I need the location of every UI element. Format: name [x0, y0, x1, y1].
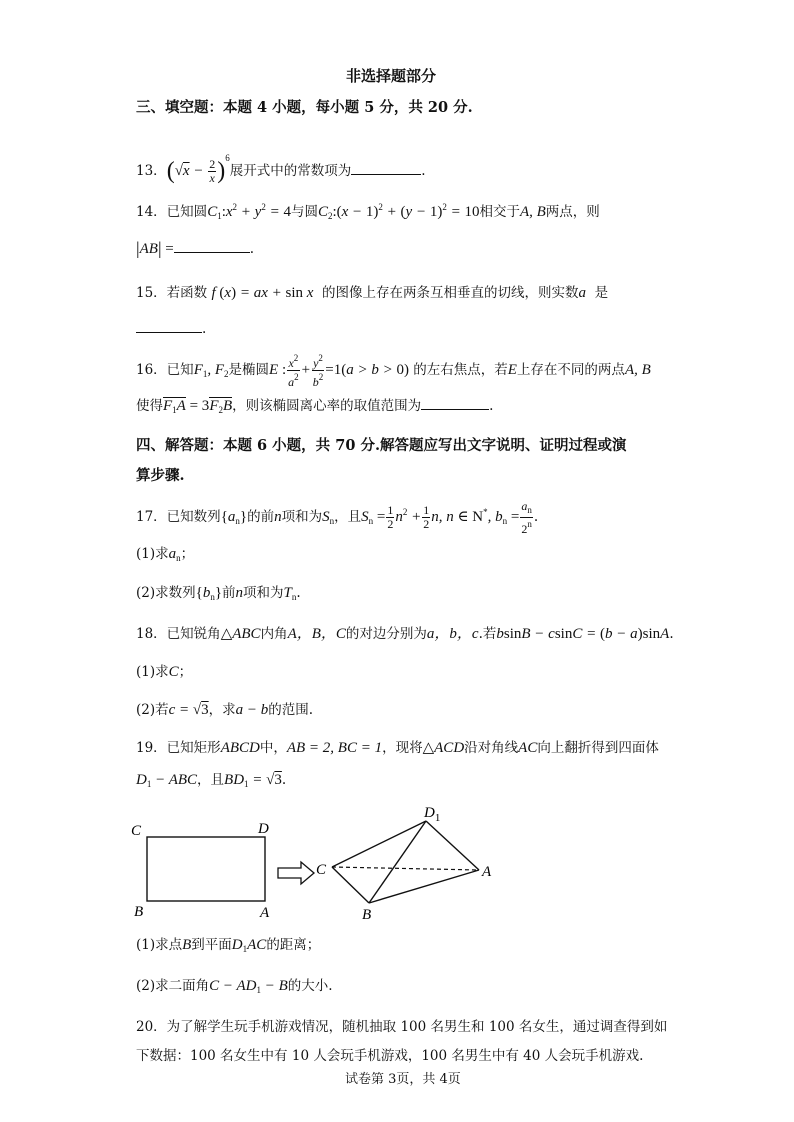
page-footer: 试卷第 3页，共 4页 — [345, 1072, 461, 1087]
q15-answer-blank[interactable] — [136, 318, 202, 333]
page-title: 非选择题部分 — [346, 67, 437, 85]
rect-label-a: A — [260, 905, 270, 921]
geometry-figure — [126, 795, 506, 930]
question-18: 18．已知锐角△ABC内角A，B，C的对边分别为a，b，c.若bsinB − csinC = (b − a)sinA. — [136, 626, 674, 642]
question-13: 13．(√x − $\frac{2}{x}$ )$^6$展开式中的常数项为 . — [136, 153, 426, 186]
question-14: 14．已知圆$C_1:x^2 + y^2 = 4$与圆$C_2:(x - 1)^2 + (y - 1)^2 = 10$相交于A, B两点，则 — [136, 202, 600, 221]
question-19-line2: $D_1$ − ABC，且$BD_1 = √3$. — [136, 772, 287, 789]
q13-answer-blank[interactable] — [351, 160, 421, 175]
rectangle-abcd — [147, 837, 265, 901]
tetra-label-d1: $D_1$ — [424, 805, 441, 824]
tetra-label-a: A — [482, 864, 492, 880]
question-19-part2: (2)求二面角$C - AD_1 - B$的大小. — [136, 978, 333, 995]
question-17-part2: (2)求数列$\{b_n\}$前n项和为$T_n$. — [136, 585, 301, 602]
q13-exponent: 6 — [225, 153, 230, 163]
question-19: 19．已知矩形ABCD中，AB = 2, BC = 1，现将△ACD沿对角线AC向上翻折得到四面体 — [136, 740, 659, 756]
fold-arrow-icon — [278, 862, 314, 884]
question-15-line2: . — [136, 318, 206, 339]
question-14-line2: |AB| = . — [136, 238, 255, 258]
question-17-part1: (1)求$a_n$； — [136, 546, 195, 563]
section-heading-solutions: 四、解答题：本题 6 小题，共 70 分.解答题应写出文字说明、证明过程或演 — [136, 437, 627, 454]
question-18-part1: (1)求C； — [136, 664, 193, 680]
rect-label-c: C — [131, 823, 142, 839]
question-18-part2: (2)若c = √3，求a − b的范围. — [136, 702, 314, 718]
tetra-label-c: C — [316, 862, 327, 878]
q13-number: 13． — [136, 163, 167, 179]
tetra-label-b: B — [362, 907, 372, 923]
question-17: 17．已知数列$\{a_n\}$的前n项和为$S_n$，且$S_n$ = $\frac{1}{2}$ $n^2$ + $\frac{1}{2}$ n, n ∈ N*, $b_n$ = $\frac{a_n}{2^n}$ . — [136, 498, 539, 536]
question-15: 15．若函数 f (x) = ax + sin x 的图像上存在两条互相垂直的切线，则实数a 是 — [136, 285, 609, 301]
section-heading-solutions-line2: 算步骤. — [136, 467, 185, 484]
question-16-line2: 使得$F_1A = 3F_2B$，则该椭圆离心率的取值范围为 . — [136, 395, 493, 420]
rect-label-b: B — [134, 904, 144, 920]
question-20: 20．为了解学生玩手机游戏情况，随机抽取 100 名男生和 100 名女生，通过调查得到如 — [136, 1019, 668, 1035]
question-20-line2: 下数据：100 名女生中有 10 人会玩手机游戏，100 名男生中有 40 人会玩手机游戏. — [136, 1048, 644, 1064]
section-heading-fill-in: 三、填空题：本题 4 小题，每小题 5 分，共 20 分. — [136, 99, 473, 116]
q16-answer-blank[interactable] — [421, 395, 489, 410]
rect-label-d: D — [258, 821, 269, 837]
question-19-part1: (1)求点B到平面$D_1AC$的距离； — [136, 937, 321, 954]
q13-text: 展开式中的常数项为 — [229, 163, 352, 179]
question-16: 16．已知$F_1$, $F_2$是椭圆E : $\frac{x^2}{a^2}$ + $\frac{y^2}{b^2}$ =1(a > b > 0) 的左右焦点，若E上存在不同的两点A, B — [136, 353, 651, 389]
q14-answer-blank[interactable] — [174, 238, 250, 253]
